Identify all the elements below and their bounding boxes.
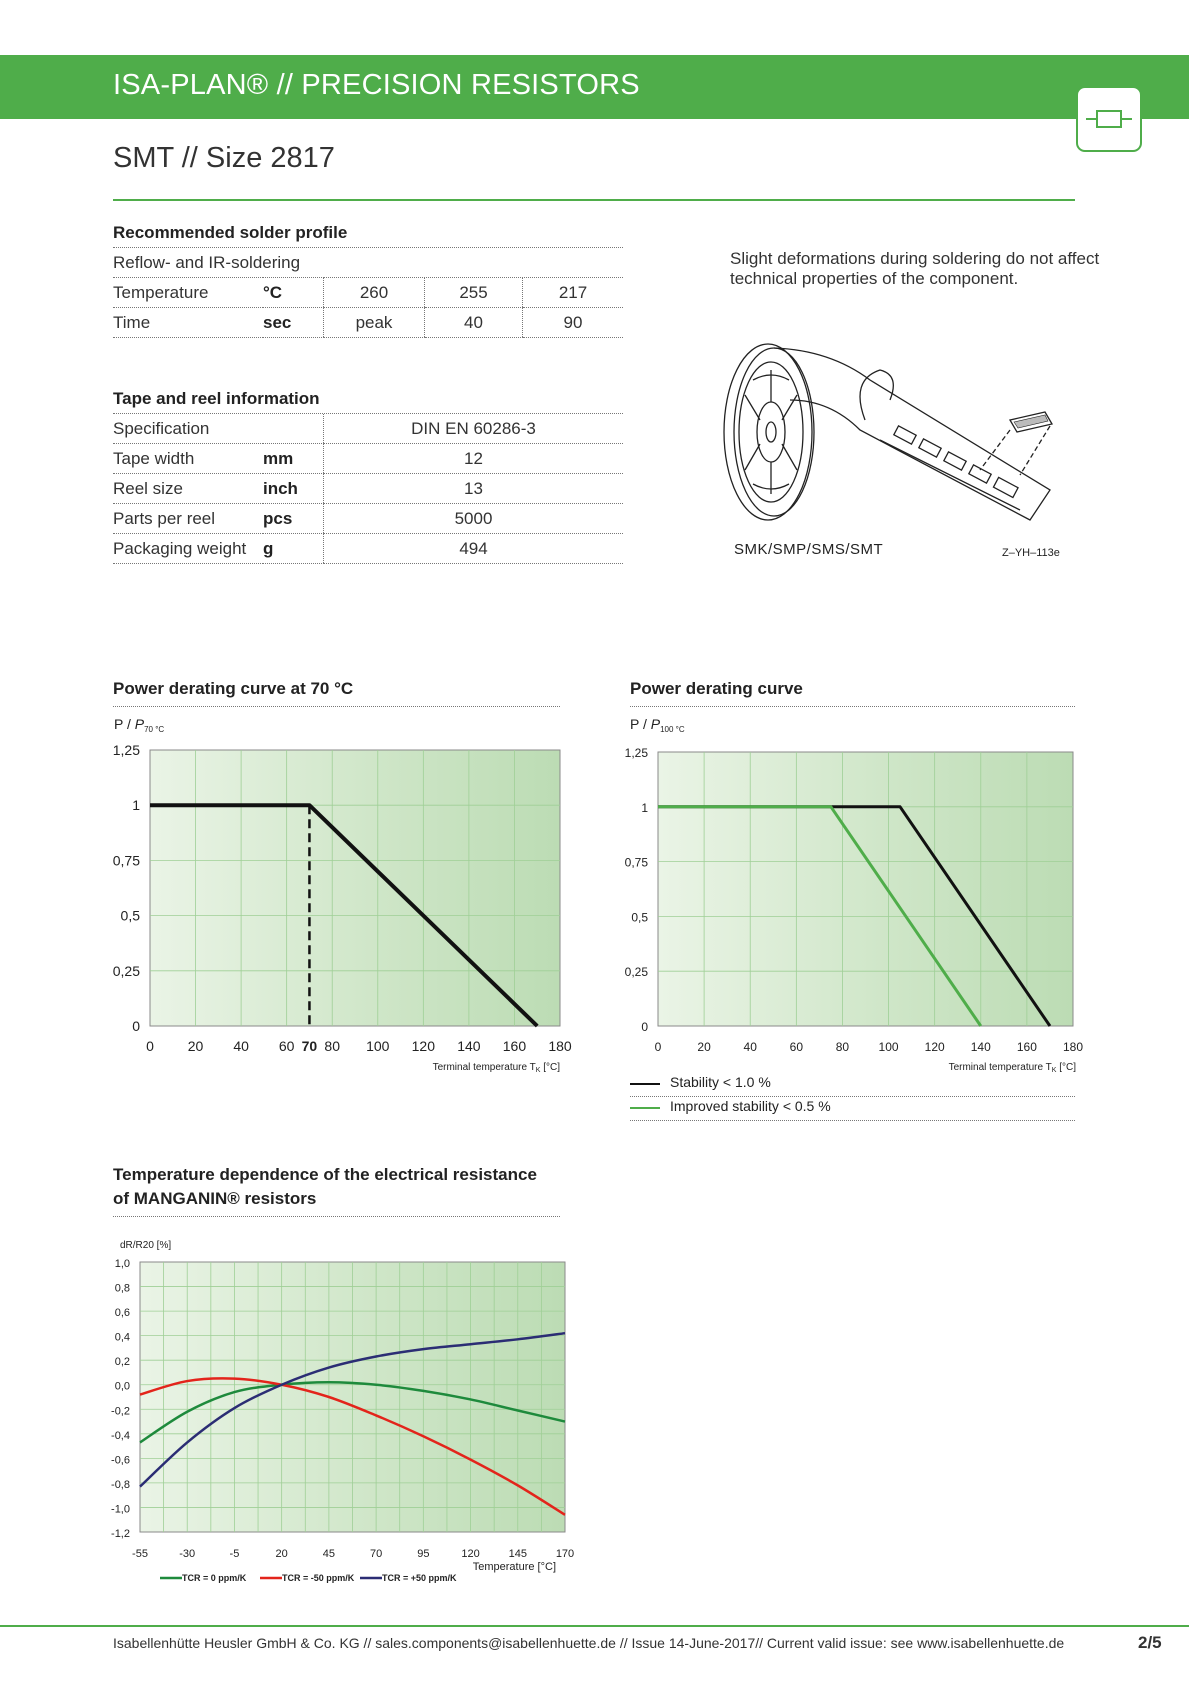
row-label: Specification xyxy=(113,414,263,444)
x-tick-label: 120 xyxy=(411,1038,436,1054)
tcr-chart xyxy=(100,1230,580,1590)
chart3-title-line1: Temperature dependence of the electrical resistance xyxy=(113,1165,537,1184)
chart1-title: Power derating curve at 70 °C xyxy=(113,679,354,698)
x-tick-label: 160 xyxy=(1016,1040,1037,1054)
page-number: 2/5 xyxy=(1138,1633,1162,1652)
row-unit: sec xyxy=(263,308,324,338)
x-tick-label: -30 xyxy=(179,1548,196,1560)
table-row xyxy=(113,474,623,504)
x-tick-label: 45 xyxy=(322,1548,336,1560)
row-value: 40 xyxy=(425,308,523,338)
y-tick-label: -0,2 xyxy=(111,1405,130,1418)
table-row xyxy=(113,308,623,338)
footer-rule xyxy=(0,1625,1189,1627)
row-value: peak xyxy=(324,308,425,338)
chart3-title-line2: of MANGANIN® resistors xyxy=(113,1189,317,1208)
x-axis-label: Terminal temperature $T_K$ [°C] xyxy=(432,1062,560,1072)
legend-label: TCR = +50 ppm/K xyxy=(382,1573,457,1583)
divider xyxy=(113,706,560,707)
y-tick-label: 1 xyxy=(641,800,648,815)
reel-caption: SMK/SMP/SMS/SMT xyxy=(734,541,884,558)
row-label: Time xyxy=(113,308,263,338)
x-tick-label: 60 xyxy=(789,1040,804,1054)
table-row xyxy=(113,414,623,444)
y-axis-label: P / $P_{70 ^\circ C}$ xyxy=(114,716,165,734)
solder-method: Reflow- and IR-soldering xyxy=(113,248,623,278)
row-value: 5000 xyxy=(324,504,624,534)
x-tick-label: 170 xyxy=(555,1548,575,1560)
plot-area xyxy=(150,750,560,1026)
y-tick-label: 1,25 xyxy=(112,742,140,758)
x-tick-label: 120 xyxy=(924,1040,945,1054)
x-tick-label: 180 xyxy=(548,1038,572,1054)
legend-swatch xyxy=(630,1083,660,1085)
x-tick-label: -5 xyxy=(229,1548,240,1560)
chart2-title: Power derating curve xyxy=(630,679,803,698)
footer-text: Isabellenhütte Heusler GmbH & Co. KG // sales.components@isabellenhuette.de // Issue 14-June-2017// Current valid issue: see www.isabellenhuette.de xyxy=(113,1635,1065,1651)
resistor-logo-icon xyxy=(1076,86,1142,152)
row-label: Tape width xyxy=(113,444,263,474)
x-tick-label: 80 xyxy=(324,1038,341,1054)
row-label: Reel size xyxy=(113,474,263,504)
x-tick-label: 80 xyxy=(835,1040,850,1054)
row-unit xyxy=(263,414,324,444)
y-tick-label: 0,5 xyxy=(120,907,140,924)
y-tick-label: 0,25 xyxy=(624,965,648,980)
x-tick-label: 20 xyxy=(275,1548,288,1560)
y-tick-label: 0,5 xyxy=(631,910,648,925)
x-tick-label: 120 xyxy=(461,1548,480,1560)
x-tick-label: 145 xyxy=(508,1548,527,1560)
page-subtitle: SMT // Size 2817 xyxy=(113,142,335,174)
row-value: 494 xyxy=(324,534,624,564)
y-tick-label: 1 xyxy=(132,797,140,814)
table-row xyxy=(113,444,623,474)
y-tick-label: 0,0 xyxy=(114,1380,130,1393)
reel-drawing xyxy=(720,340,1080,560)
solder-profile-table xyxy=(113,248,623,338)
power-derating-70-chart xyxy=(100,712,580,1072)
reel-code: Z–YH–113e xyxy=(1002,547,1060,559)
soldering-note: Slight deformations during soldering do not affect technical properties of the component. xyxy=(730,249,1100,288)
row-unit: pcs xyxy=(263,504,324,534)
x-tick-label: 100 xyxy=(366,1038,390,1054)
legend-label: Improved stability < 0.5 % xyxy=(670,1098,831,1114)
y-axis-label: dR/R20 [%] xyxy=(120,1240,172,1251)
divider xyxy=(113,1216,560,1217)
legend-label: TCR = -50 ppm/K xyxy=(282,1573,355,1583)
table-row xyxy=(113,504,623,534)
divider xyxy=(630,706,1075,707)
y-tick-label: -1,2 xyxy=(111,1528,130,1540)
row-value: 255 xyxy=(425,278,523,308)
x-axis-label: Temperature [°C] xyxy=(472,1561,556,1573)
row-unit: inch xyxy=(263,474,324,504)
x-tick-label: 140 xyxy=(457,1038,481,1054)
plot-area xyxy=(658,752,1073,1026)
y-tick-label: 0,8 xyxy=(114,1282,130,1295)
row-value: 217 xyxy=(523,278,624,308)
x-tick-label: 70 xyxy=(369,1548,383,1560)
power-derating-chart xyxy=(618,712,1098,1072)
legend-label: Stability < 1.0 % xyxy=(670,1074,771,1090)
x-tick-label: 180 xyxy=(1062,1040,1084,1054)
tape-reel-table xyxy=(113,414,623,564)
x-tick-label: 160 xyxy=(502,1038,527,1054)
y-tick-label: 0 xyxy=(641,1020,648,1034)
y-tick-label: 1,0 xyxy=(114,1258,130,1270)
y-axis-label: P / $P_{100 ^\circ C}$ xyxy=(630,716,685,734)
row-unit: mm xyxy=(263,444,324,474)
row-unit: °C xyxy=(263,278,324,308)
y-tick-label: -0,4 xyxy=(111,1429,130,1442)
x-tick-label: -55 xyxy=(132,1548,148,1560)
table-row xyxy=(113,278,623,308)
x-tick-label: 0 xyxy=(654,1040,662,1054)
x-tick-label: 95 xyxy=(417,1548,430,1560)
y-tick-label: 0,75 xyxy=(624,855,648,870)
y-tick-label: 0,2 xyxy=(114,1356,130,1369)
x-tick-label: 0 xyxy=(146,1038,154,1054)
row-value: 260 xyxy=(324,278,425,308)
x-tick-label: 70 xyxy=(301,1038,318,1054)
row-label: Packaging weight xyxy=(113,534,263,564)
y-tick-label: 0,4 xyxy=(114,1331,130,1344)
tape-reel-title: Tape and reel information xyxy=(113,389,320,408)
row-label: Temperature xyxy=(113,278,263,308)
row-value: 90 xyxy=(523,308,624,338)
y-tick-label: -0,8 xyxy=(111,1478,130,1491)
row-unit: g xyxy=(263,534,324,564)
y-tick-label: 0,6 xyxy=(114,1307,130,1320)
y-tick-label: -1,0 xyxy=(111,1503,130,1516)
y-tick-label: 0 xyxy=(132,1018,140,1034)
x-axis-label: Terminal temperature $T_K$ [°C] xyxy=(948,1062,1076,1072)
y-tick-label: 0,25 xyxy=(112,962,140,979)
y-tick-label: 1,25 xyxy=(624,746,648,760)
row-value: 13 xyxy=(324,474,624,504)
header-title: ISA-PLAN® // PRECISION RESISTORS xyxy=(113,69,640,101)
header-bar xyxy=(0,55,1189,119)
x-tick-label: 20 xyxy=(187,1038,204,1054)
divider xyxy=(113,199,1075,201)
legend-label: TCR = 0 ppm/K xyxy=(182,1573,247,1583)
x-tick-label: 20 xyxy=(697,1040,711,1054)
row-label: Parts per reel xyxy=(113,504,263,534)
x-tick-label: 40 xyxy=(233,1038,249,1054)
y-tick-label: 0,75 xyxy=(112,852,140,869)
solder-profile-title: Recommended solder profile xyxy=(113,223,348,242)
legend-item xyxy=(630,1096,1075,1121)
y-tick-label: -0,6 xyxy=(111,1454,130,1467)
x-tick-label: 40 xyxy=(743,1040,757,1054)
x-tick-label: 100 xyxy=(878,1040,899,1054)
table-row xyxy=(113,534,623,564)
row-value: DIN EN 60286-3 xyxy=(324,414,624,444)
x-tick-label: 140 xyxy=(970,1040,991,1054)
legend-swatch xyxy=(630,1107,660,1109)
row-value: 12 xyxy=(324,444,624,474)
legend-item xyxy=(630,1072,1075,1097)
x-tick-label: 60 xyxy=(278,1038,295,1054)
